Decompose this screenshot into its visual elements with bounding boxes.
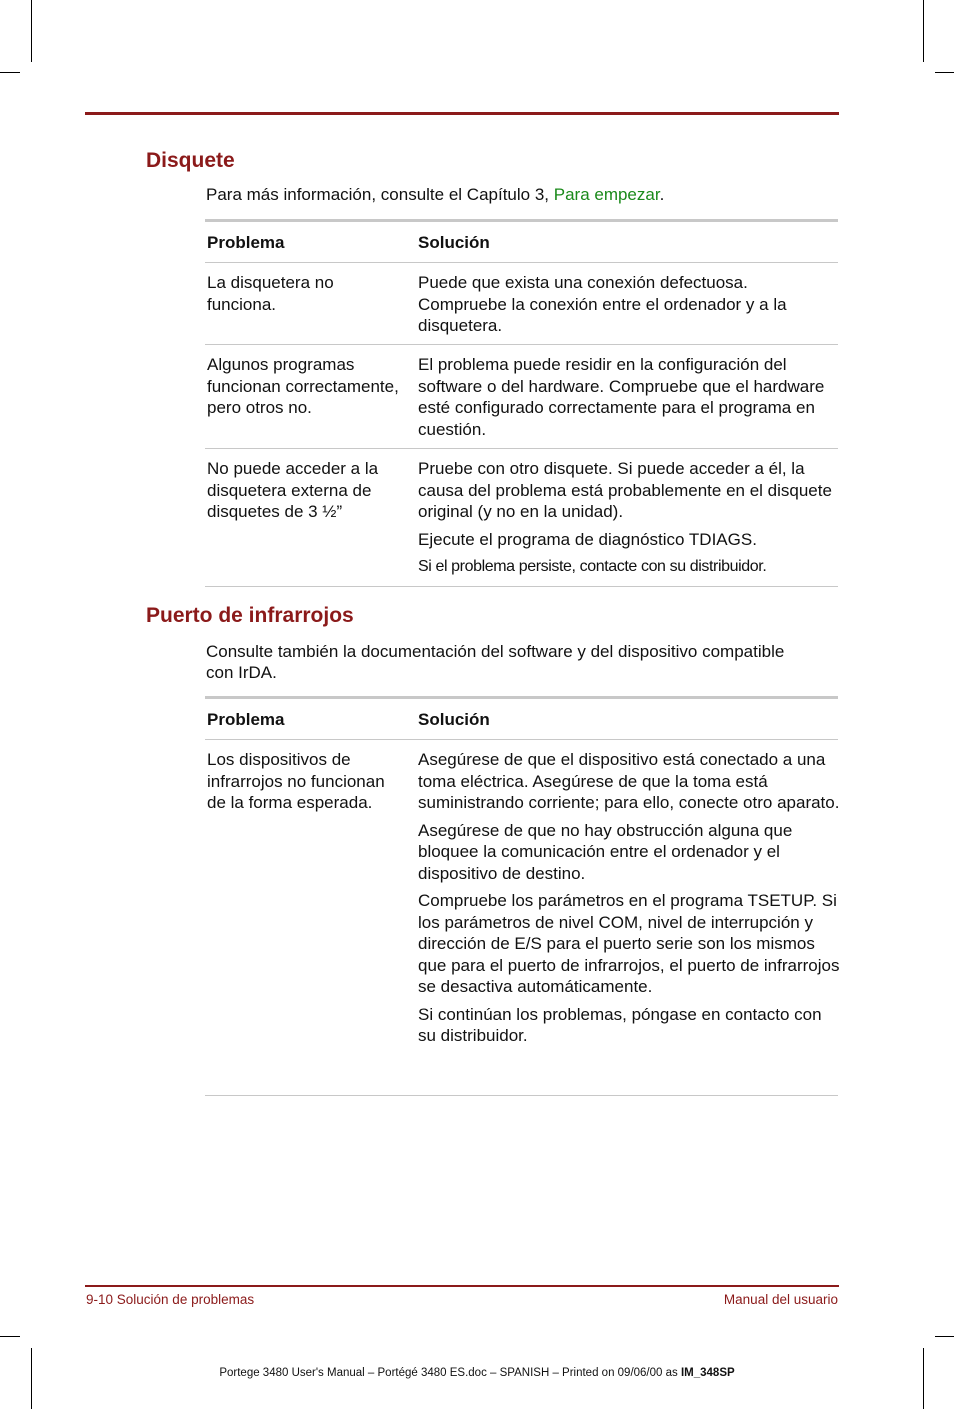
cell-solution: [418, 272, 840, 343]
header-solucion: Solución: [418, 710, 490, 729]
section-intro-infrarrojos: Consulte también la documentación del software y del dispositivo compatible con IrDA.: [206, 642, 785, 682]
crop-mark: [0, 1336, 20, 1337]
print-info-text: Portege 3480 User's Manual – Portégé 3480 ES.doc – SPANISH – Printed on 09/06/00 as: [219, 1367, 681, 1379]
table-header: [205, 222, 838, 263]
footer-page-label: 9-10 Solución de problemas: [86, 1292, 255, 1307]
section-heading-infrarrojos: Puerto de infrarrojos: [146, 604, 354, 627]
cell-solution: [418, 458, 840, 584]
section-intro-disquete: [206, 184, 826, 205]
solution-paragraph: Compruebe los parámetros en el programa TSETUP. Si los parámetros de nivel COM, nivel de interrupción y dirección de E/S para el puerto serie son los mismos que para el puerto de infrarrojos, el puerto de infrarrojos se desactiva automáticamente.: [418, 891, 840, 996]
crop-mark: [0, 72, 20, 73]
solution-paragraph: Asegúrese de que el dispositivo está conectado a una toma eléctrica. Asegúrese de que la toma está suministrando corriente; para ello, conecte otro aparato.: [418, 750, 840, 812]
footer-rule: [85, 1285, 839, 1287]
crop-mark: [31, 0, 32, 62]
solution-paragraph: Pruebe con otro disquete. Si puede acceder a él, la causa del problema está probablemente en el disquete original (y no en la unidad).: [418, 459, 832, 521]
table-row: [205, 740, 838, 1096]
solution-paragraph: El problema puede residir en la configuración del software o del hardware. Compruebe que el hardware esté configurado correctamente para el programa en cuestión.: [418, 355, 825, 439]
intro-text: Para más información, consulte el Capítulo 3,: [206, 185, 554, 204]
crop-mark: [935, 72, 954, 73]
table-header: [205, 699, 838, 740]
table-infrarrojos: [205, 696, 838, 1096]
table-row: [205, 345, 838, 449]
solution-paragraph: Puede que exista una conexión defectuosa. Compruebe la conexión entre el ordenador y a la disquetera.: [418, 273, 787, 335]
table-row: [205, 449, 838, 587]
print-info-code: IM_348SP: [680, 1367, 735, 1379]
header-rule: [85, 112, 839, 115]
solution-paragraph: Si el problema persiste, contacte con su distribuidor.: [418, 558, 767, 575]
cell-solution: [418, 354, 840, 446]
cell-problem: Algunos programas funcionan correctamente, pero otros no.: [207, 355, 399, 417]
header-solucion: Solución: [418, 233, 490, 252]
link-para-empezar[interactable]: Para empezar: [553, 185, 660, 204]
solution-paragraph: Asegúrese de que no hay obstrucción alguna que bloquee la comunicación entre el ordenador y el dispositivo de destino.: [418, 820, 793, 883]
header-problema: Problema: [207, 233, 285, 252]
solution-paragraph: Si continúan los problemas, póngase en contacto con su distribuidor.: [418, 1004, 822, 1045]
cell-solution: [418, 749, 840, 1053]
table-disquete: [205, 219, 838, 587]
table-row: [205, 263, 838, 345]
print-info-line: [0, 1367, 954, 1379]
footer-manual-label: Manual del usuario: [723, 1292, 838, 1307]
crop-mark: [935, 1336, 954, 1337]
solution-paragraph: Ejecute el programa de diagnóstico TDIAGS.: [418, 529, 757, 549]
crop-mark: [923, 0, 924, 62]
header-problema: Problema: [207, 710, 285, 729]
cell-problem: Los dispositivos de infrarrojos no funcionan de la forma esperada.: [207, 750, 385, 812]
cell-problem: No puede acceder a la disquetera externa de disquetes de 3 ½”: [207, 459, 379, 521]
intro-end: .: [659, 185, 665, 204]
section-heading-disquete: Disquete: [146, 149, 235, 172]
cell-problem: La disquetera no funciona.: [207, 273, 334, 314]
